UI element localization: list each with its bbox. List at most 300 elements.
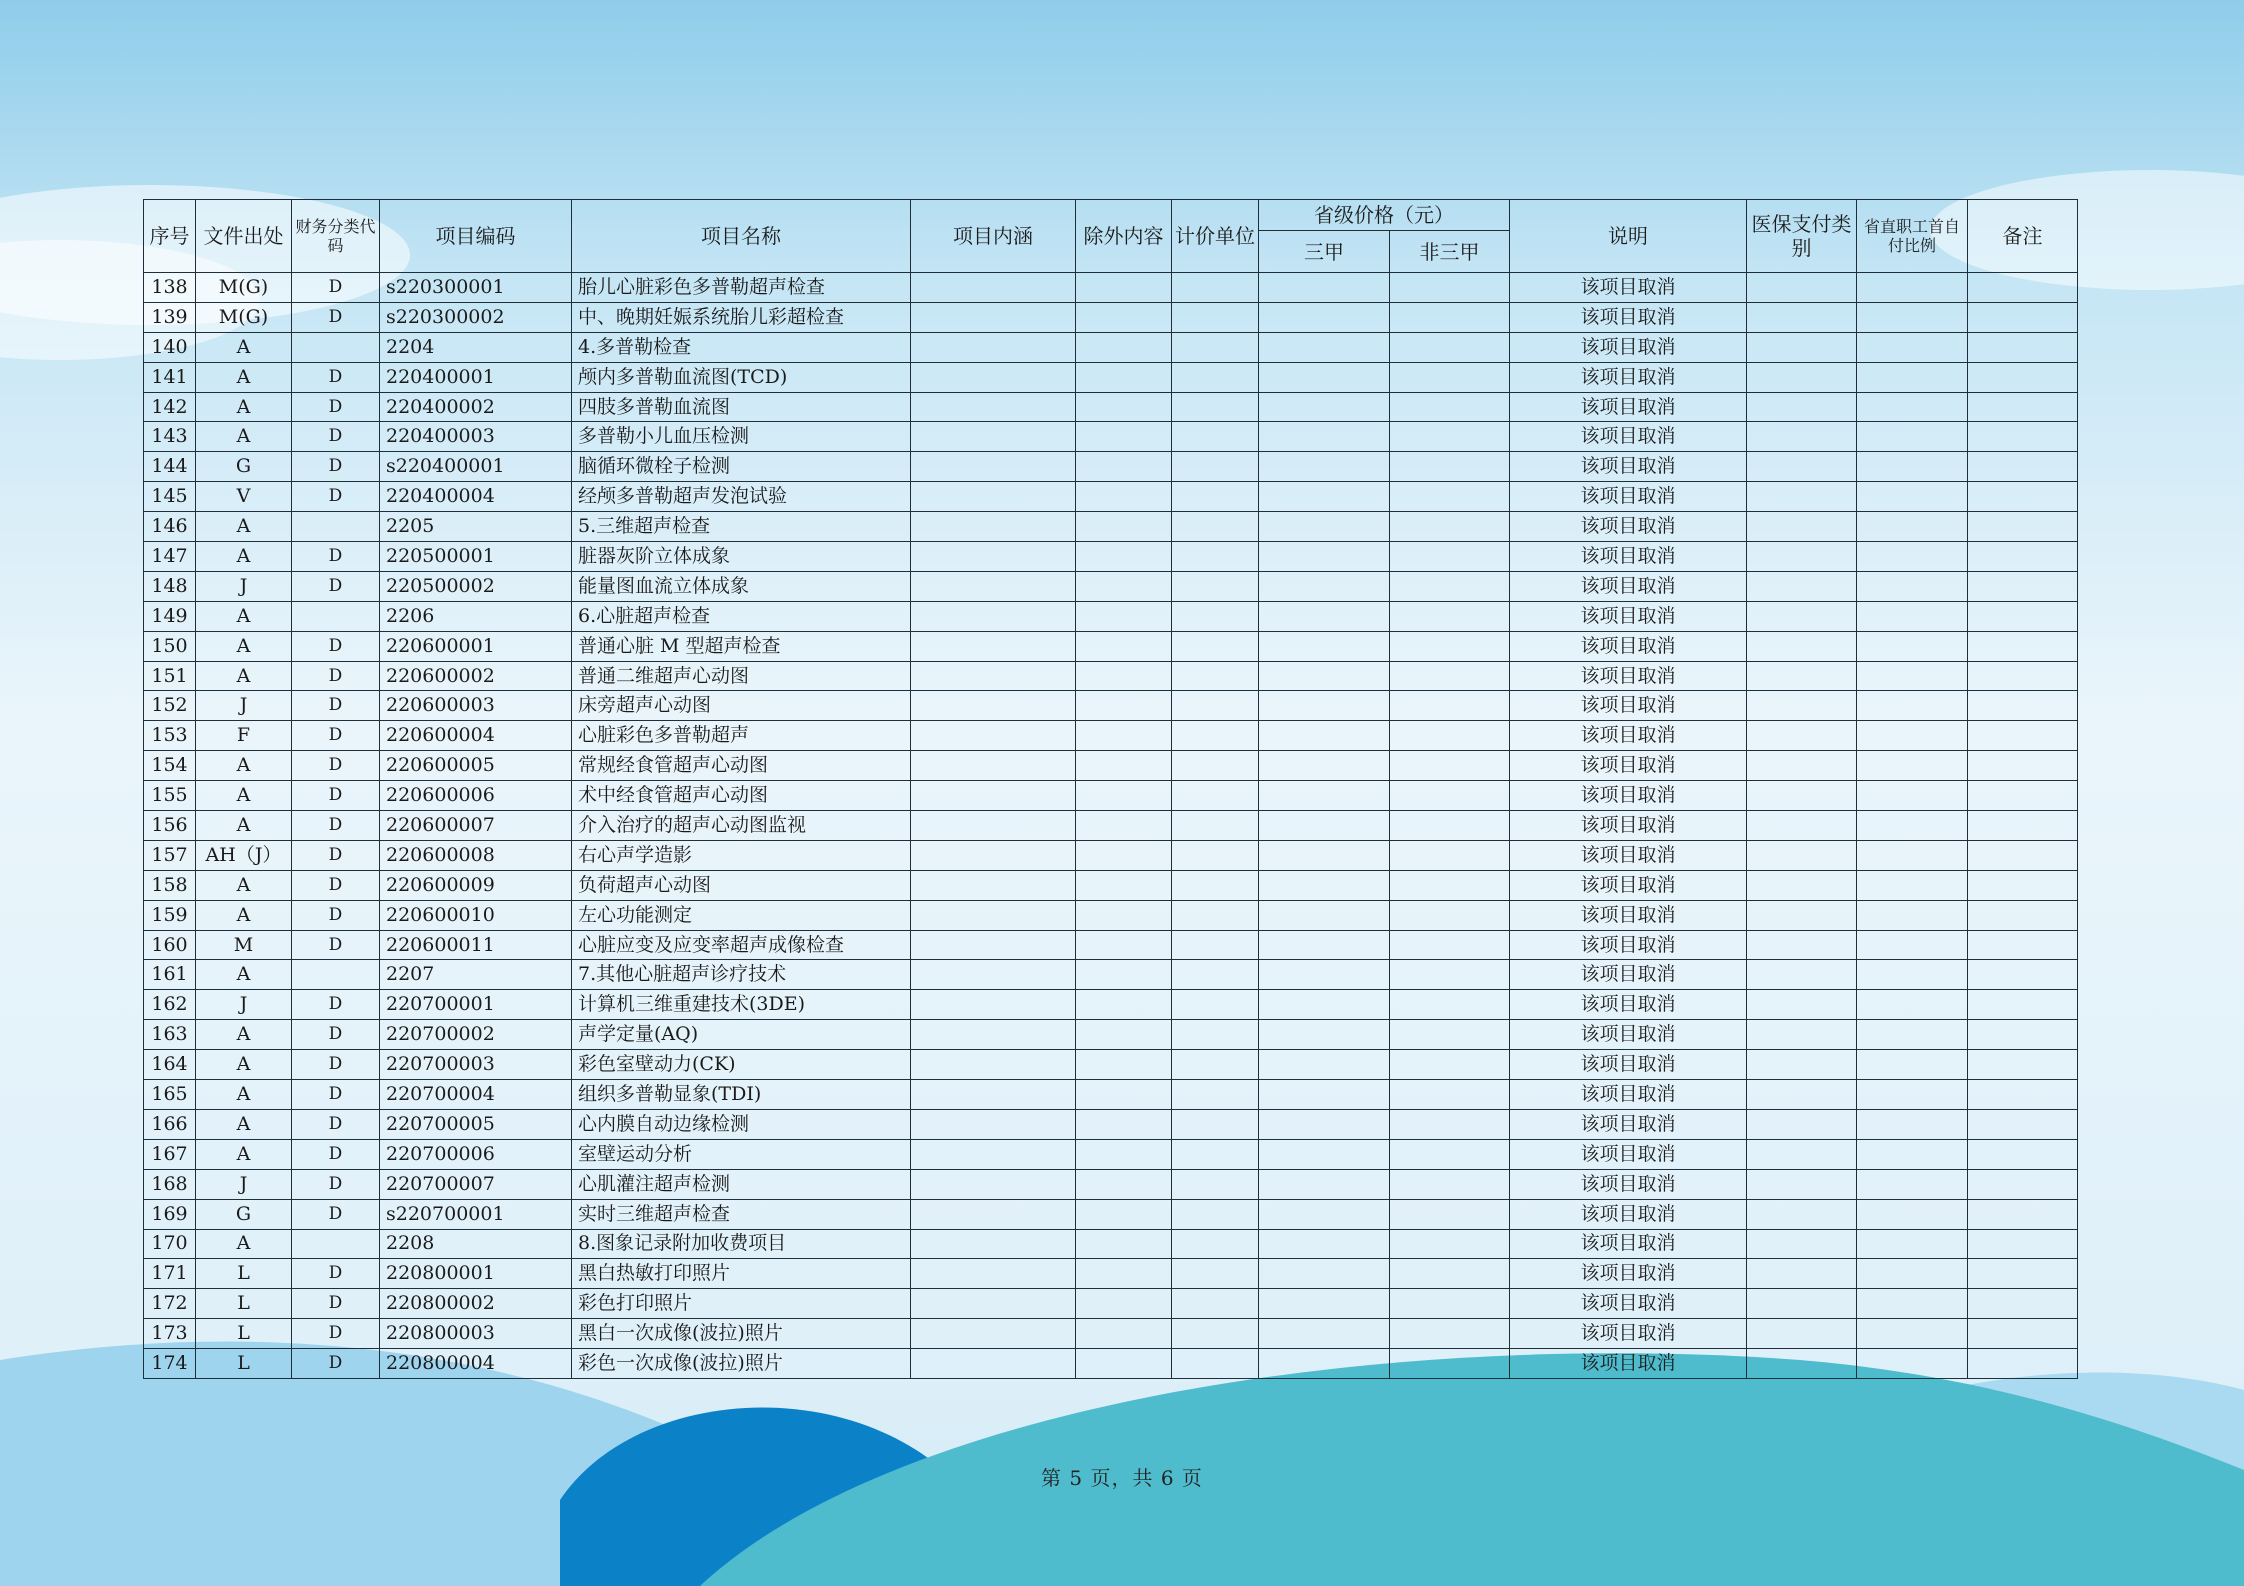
cell-price-b (1390, 1139, 1510, 1169)
cell-insurance (1747, 601, 1857, 631)
cell-item-code: 220800001 (380, 1259, 572, 1289)
cell-remark (1968, 870, 2078, 900)
cell-unit (1172, 1349, 1259, 1379)
cell-fin-code: D (292, 990, 380, 1020)
table-row (144, 273, 2078, 303)
header-excluded: 除外内容 (1076, 200, 1172, 273)
cell-item-code: 220700006 (380, 1139, 572, 1169)
table-row (144, 512, 2078, 542)
cell-unit (1172, 751, 1259, 781)
cell-insurance (1747, 990, 1857, 1020)
cell-unit (1172, 1020, 1259, 1050)
table-row (144, 1020, 2078, 1050)
cell-seq: 138 (144, 273, 196, 303)
cell-item-code: 2208 (380, 1229, 572, 1259)
cell-ratio (1857, 631, 1968, 661)
cell-item-code: s220300001 (380, 273, 572, 303)
cell-insurance (1747, 1139, 1857, 1169)
cell-unit (1172, 362, 1259, 392)
cell-unit (1172, 691, 1259, 721)
cell-source: G (196, 1199, 292, 1229)
cell-price-a (1259, 840, 1390, 870)
cell-content (911, 751, 1076, 781)
cell-source: J (196, 691, 292, 721)
cell-insurance (1747, 1349, 1857, 1379)
cell-ratio (1857, 482, 1968, 512)
header-price-a: 三甲 (1259, 231, 1390, 273)
cell-source: A (196, 631, 292, 661)
cell-item-code: 2204 (380, 332, 572, 362)
cell-note: 该项目取消 (1510, 870, 1747, 900)
cell-price-b (1390, 960, 1510, 990)
cell-seq: 152 (144, 691, 196, 721)
cell-item-name: 彩色室壁动力(CK) (572, 1050, 911, 1080)
cell-source: V (196, 482, 292, 512)
table-row (144, 362, 2078, 392)
cell-price-b (1390, 900, 1510, 930)
cell-item-name: 经颅多普勒超声发泡试验 (572, 482, 911, 512)
cell-excluded (1076, 661, 1172, 691)
cell-source: L (196, 1349, 292, 1379)
header-seq: 序号 (144, 200, 196, 273)
cell-ratio (1857, 1050, 1968, 1080)
cell-remark (1968, 811, 2078, 841)
cell-content (911, 781, 1076, 811)
cell-price-a (1259, 1229, 1390, 1259)
cell-item-code: 220600011 (380, 930, 572, 960)
cell-seq: 165 (144, 1080, 196, 1110)
cell-insurance (1747, 1199, 1857, 1229)
cell-unit (1172, 1199, 1259, 1229)
cell-ratio (1857, 960, 1968, 990)
cell-item-name: 负荷超声心动图 (572, 870, 911, 900)
cell-price-a (1259, 452, 1390, 482)
cell-excluded (1076, 751, 1172, 781)
cell-item-code: s220700001 (380, 1199, 572, 1229)
cell-remark (1968, 1229, 2078, 1259)
cell-unit (1172, 631, 1259, 661)
cell-seq: 155 (144, 781, 196, 811)
cell-source: A (196, 1080, 292, 1110)
cell-note: 该项目取消 (1510, 1139, 1747, 1169)
header-source: 文件出处 (196, 200, 292, 273)
cell-note: 该项目取消 (1510, 1080, 1747, 1110)
cell-item-name: 多普勒小儿血压检测 (572, 422, 911, 452)
cell-remark (1968, 751, 2078, 781)
cell-price-b (1390, 661, 1510, 691)
cell-item-code: 220700004 (380, 1080, 572, 1110)
table-row (144, 1109, 2078, 1139)
cell-item-name: 6.心脏超声检查 (572, 601, 911, 631)
cell-fin-code: D (292, 1169, 380, 1199)
cell-excluded (1076, 721, 1172, 751)
cell-seq: 168 (144, 1169, 196, 1199)
cell-item-name: 脑循环微栓子检测 (572, 452, 911, 482)
cell-fin-code: D (292, 571, 380, 601)
cell-content (911, 601, 1076, 631)
cell-remark (1968, 691, 2078, 721)
cell-item-code: 220600010 (380, 900, 572, 930)
cell-unit (1172, 721, 1259, 751)
cell-fin-code (292, 332, 380, 362)
cell-item-name: 术中经食管超声心动图 (572, 781, 911, 811)
cell-note: 该项目取消 (1510, 512, 1747, 542)
cell-note: 该项目取消 (1510, 661, 1747, 691)
cell-content (911, 1199, 1076, 1229)
cell-content (911, 482, 1076, 512)
cell-content (911, 840, 1076, 870)
cell-content (911, 332, 1076, 362)
cell-price-b (1390, 1020, 1510, 1050)
cell-item-code: 220600007 (380, 811, 572, 841)
cell-excluded (1076, 960, 1172, 990)
cell-excluded (1076, 1259, 1172, 1289)
cell-excluded (1076, 1080, 1172, 1110)
cell-content (911, 422, 1076, 452)
cell-note: 该项目取消 (1510, 1109, 1747, 1139)
table-row (144, 1050, 2078, 1080)
cell-item-name: 颅内多普勒血流图(TCD) (572, 362, 911, 392)
cell-seq: 158 (144, 870, 196, 900)
cell-unit (1172, 900, 1259, 930)
cell-source: J (196, 990, 292, 1020)
cell-seq: 160 (144, 930, 196, 960)
table-row (144, 571, 2078, 601)
table-row (144, 661, 2078, 691)
cell-seq: 156 (144, 811, 196, 841)
cell-content (911, 302, 1076, 332)
cell-fin-code: D (292, 1319, 380, 1349)
cell-excluded (1076, 900, 1172, 930)
cell-price-b (1390, 990, 1510, 1020)
cell-ratio (1857, 721, 1968, 751)
cell-ratio (1857, 332, 1968, 362)
cell-fin-code (292, 1229, 380, 1259)
cell-insurance (1747, 900, 1857, 930)
cell-insurance (1747, 452, 1857, 482)
cell-fin-code (292, 960, 380, 990)
cell-content (911, 1229, 1076, 1259)
cell-excluded (1076, 691, 1172, 721)
cell-unit (1172, 840, 1259, 870)
cell-item-name: 右心声学造影 (572, 840, 911, 870)
table-row (144, 1169, 2078, 1199)
cell-source: A (196, 1139, 292, 1169)
cell-content (911, 811, 1076, 841)
cell-item-name: 黑白一次成像(波拉)照片 (572, 1319, 911, 1349)
cell-price-b (1390, 512, 1510, 542)
cell-fin-code: D (292, 1080, 380, 1110)
cell-insurance (1747, 302, 1857, 332)
cell-item-code: 220500002 (380, 571, 572, 601)
table-row (144, 990, 2078, 1020)
cell-price-b (1390, 1169, 1510, 1199)
cell-seq: 142 (144, 392, 196, 422)
cell-price-b (1390, 751, 1510, 781)
cell-fin-code: D (292, 1289, 380, 1319)
cell-source: A (196, 542, 292, 572)
cell-content (911, 362, 1076, 392)
cell-remark (1968, 900, 2078, 930)
cell-item-code: 220800003 (380, 1319, 572, 1349)
cell-insurance (1747, 1169, 1857, 1199)
cell-insurance (1747, 1109, 1857, 1139)
cell-fin-code: D (292, 721, 380, 751)
cell-fin-code: D (292, 631, 380, 661)
cell-price-b (1390, 1050, 1510, 1080)
cell-insurance (1747, 1080, 1857, 1110)
cell-ratio (1857, 512, 1968, 542)
cell-note: 该项目取消 (1510, 1020, 1747, 1050)
cell-note: 该项目取消 (1510, 691, 1747, 721)
cell-price-b (1390, 482, 1510, 512)
cell-content (911, 1289, 1076, 1319)
cell-remark (1968, 781, 2078, 811)
cell-note: 该项目取消 (1510, 960, 1747, 990)
cell-seq: 145 (144, 482, 196, 512)
cell-item-code: 220800002 (380, 1289, 572, 1319)
cell-insurance (1747, 542, 1857, 572)
cell-source: AH（J） (196, 840, 292, 870)
cell-note: 该项目取消 (1510, 332, 1747, 362)
cell-item-name: 心肌灌注超声检测 (572, 1169, 911, 1199)
cell-price-b (1390, 721, 1510, 751)
cell-note: 该项目取消 (1510, 631, 1747, 661)
cell-unit (1172, 512, 1259, 542)
cell-item-name: 能量图血流立体成象 (572, 571, 911, 601)
cell-seq: 140 (144, 332, 196, 362)
cell-content (911, 661, 1076, 691)
cell-fin-code: D (292, 1139, 380, 1169)
cell-content (911, 990, 1076, 1020)
cell-note: 该项目取消 (1510, 482, 1747, 512)
header-unit: 计价单位 (1172, 200, 1259, 273)
cell-content (911, 392, 1076, 422)
cell-excluded (1076, 273, 1172, 303)
cell-insurance (1747, 751, 1857, 781)
cell-item-code: 220400004 (380, 482, 572, 512)
cell-fin-code: D (292, 482, 380, 512)
cell-price-b (1390, 631, 1510, 661)
cell-price-a (1259, 781, 1390, 811)
cell-price-b (1390, 1319, 1510, 1349)
cell-excluded (1076, 571, 1172, 601)
cell-seq: 147 (144, 542, 196, 572)
cell-price-b (1390, 1080, 1510, 1110)
cell-excluded (1076, 1289, 1172, 1319)
cell-insurance (1747, 960, 1857, 990)
cell-remark (1968, 721, 2078, 751)
cell-source: A (196, 661, 292, 691)
cell-content (911, 452, 1076, 482)
cell-insurance (1747, 1319, 1857, 1349)
cell-note: 该项目取消 (1510, 1319, 1747, 1349)
cell-item-code: 220600006 (380, 781, 572, 811)
cell-price-b (1390, 870, 1510, 900)
cell-ratio (1857, 1139, 1968, 1169)
cell-seq: 162 (144, 990, 196, 1020)
cell-seq: 169 (144, 1199, 196, 1229)
cell-remark (1968, 1169, 2078, 1199)
cell-fin-code: D (292, 542, 380, 572)
cell-excluded (1076, 542, 1172, 572)
cell-item-code: 220800004 (380, 1349, 572, 1379)
cell-excluded (1076, 332, 1172, 362)
cell-price-a (1259, 1199, 1390, 1229)
cell-insurance (1747, 332, 1857, 362)
cell-price-a (1259, 1319, 1390, 1349)
cell-price-b (1390, 362, 1510, 392)
cell-note: 该项目取消 (1510, 422, 1747, 452)
table-row (144, 482, 2078, 512)
table-row (144, 811, 2078, 841)
cell-fin-code: D (292, 691, 380, 721)
cell-content (911, 900, 1076, 930)
cell-note: 该项目取消 (1510, 751, 1747, 781)
cell-ratio (1857, 1259, 1968, 1289)
cell-item-code: 220400003 (380, 422, 572, 452)
cell-content (911, 1259, 1076, 1289)
cell-source: A (196, 811, 292, 841)
cell-unit (1172, 1050, 1259, 1080)
cell-remark (1968, 1109, 2078, 1139)
cell-excluded (1076, 930, 1172, 960)
cell-unit (1172, 1319, 1259, 1349)
table-row (144, 960, 2078, 990)
cell-content (911, 1050, 1076, 1080)
cell-unit (1172, 452, 1259, 482)
table-row (144, 781, 2078, 811)
cell-insurance (1747, 870, 1857, 900)
cell-unit (1172, 302, 1259, 332)
cell-note: 该项目取消 (1510, 273, 1747, 303)
cell-ratio (1857, 571, 1968, 601)
cell-price-a (1259, 1050, 1390, 1080)
cell-note: 该项目取消 (1510, 452, 1747, 482)
cell-excluded (1076, 1199, 1172, 1229)
cell-ratio (1857, 751, 1968, 781)
cell-item-code: 220700003 (380, 1050, 572, 1080)
cell-price-a (1259, 601, 1390, 631)
cell-item-code: 220400002 (380, 392, 572, 422)
cell-price-b (1390, 542, 1510, 572)
cell-insurance (1747, 661, 1857, 691)
cell-price-a (1259, 1080, 1390, 1110)
cell-content (911, 1020, 1076, 1050)
cell-fin-code: D (292, 1349, 380, 1379)
cell-remark (1968, 392, 2078, 422)
cell-remark (1968, 990, 2078, 1020)
cell-item-code: 220600005 (380, 751, 572, 781)
cell-ratio (1857, 1080, 1968, 1110)
cell-content (911, 870, 1076, 900)
cell-remark (1968, 571, 2078, 601)
cell-item-name: 黑白热敏打印照片 (572, 1259, 911, 1289)
cell-excluded (1076, 392, 1172, 422)
cell-insurance (1747, 811, 1857, 841)
cell-ratio (1857, 302, 1968, 332)
cell-remark (1968, 302, 2078, 332)
cell-ratio (1857, 362, 1968, 392)
cell-remark (1968, 482, 2078, 512)
cell-remark (1968, 273, 2078, 303)
cell-item-name: 声学定量(AQ) (572, 1020, 911, 1050)
cell-excluded (1076, 1349, 1172, 1379)
cell-price-a (1259, 1169, 1390, 1199)
cell-content (911, 273, 1076, 303)
cell-fin-code: D (292, 362, 380, 392)
cell-note: 该项目取消 (1510, 721, 1747, 751)
cell-fin-code: D (292, 900, 380, 930)
cell-unit (1172, 930, 1259, 960)
cell-price-a (1259, 542, 1390, 572)
cell-seq: 157 (144, 840, 196, 870)
cell-excluded (1076, 512, 1172, 542)
cell-excluded (1076, 1319, 1172, 1349)
cell-content (911, 1319, 1076, 1349)
cell-price-b (1390, 273, 1510, 303)
cell-item-code: 220400001 (380, 362, 572, 392)
cell-price-a (1259, 930, 1390, 960)
cell-item-code: 220600004 (380, 721, 572, 751)
cell-source: F (196, 721, 292, 751)
cell-remark (1968, 332, 2078, 362)
cell-seq: 170 (144, 1229, 196, 1259)
cell-excluded (1076, 990, 1172, 1020)
cell-item-name: 心脏彩色多普勒超声 (572, 721, 911, 751)
cell-excluded (1076, 362, 1172, 392)
cell-remark (1968, 840, 2078, 870)
cell-item-code: 220700007 (380, 1169, 572, 1199)
cell-price-a (1259, 392, 1390, 422)
cell-price-a (1259, 512, 1390, 542)
cell-fin-code: D (292, 930, 380, 960)
cell-source: A (196, 960, 292, 990)
cell-insurance (1747, 512, 1857, 542)
cell-note: 该项目取消 (1510, 362, 1747, 392)
cell-source: L (196, 1319, 292, 1349)
cell-ratio (1857, 840, 1968, 870)
table-row (144, 751, 2078, 781)
cell-excluded (1076, 1229, 1172, 1259)
cell-note: 该项目取消 (1510, 1169, 1747, 1199)
cell-source: G (196, 452, 292, 482)
cell-price-a (1259, 900, 1390, 930)
cell-unit (1172, 1080, 1259, 1110)
cell-seq: 163 (144, 1020, 196, 1050)
cell-note: 该项目取消 (1510, 392, 1747, 422)
page-number: 第 5 页，共 6 页 (1041, 1466, 1203, 1490)
cell-source: L (196, 1289, 292, 1319)
cell-seq: 161 (144, 960, 196, 990)
cell-seq: 167 (144, 1139, 196, 1169)
table-row (144, 302, 2078, 332)
cell-seq: 151 (144, 661, 196, 691)
cell-price-a (1259, 661, 1390, 691)
cell-ratio (1857, 1169, 1968, 1199)
table-row (144, 1229, 2078, 1259)
cell-source: A (196, 751, 292, 781)
cell-price-b (1390, 1199, 1510, 1229)
cell-ratio (1857, 1109, 1968, 1139)
cell-source: A (196, 512, 292, 542)
cell-item-code: 220600008 (380, 840, 572, 870)
price-table (143, 199, 2078, 1379)
cell-note: 该项目取消 (1510, 1259, 1747, 1289)
cell-note: 该项目取消 (1510, 1199, 1747, 1229)
cell-item-name: 组织多普勒显象(TDI) (572, 1080, 911, 1110)
cell-remark (1968, 362, 2078, 392)
